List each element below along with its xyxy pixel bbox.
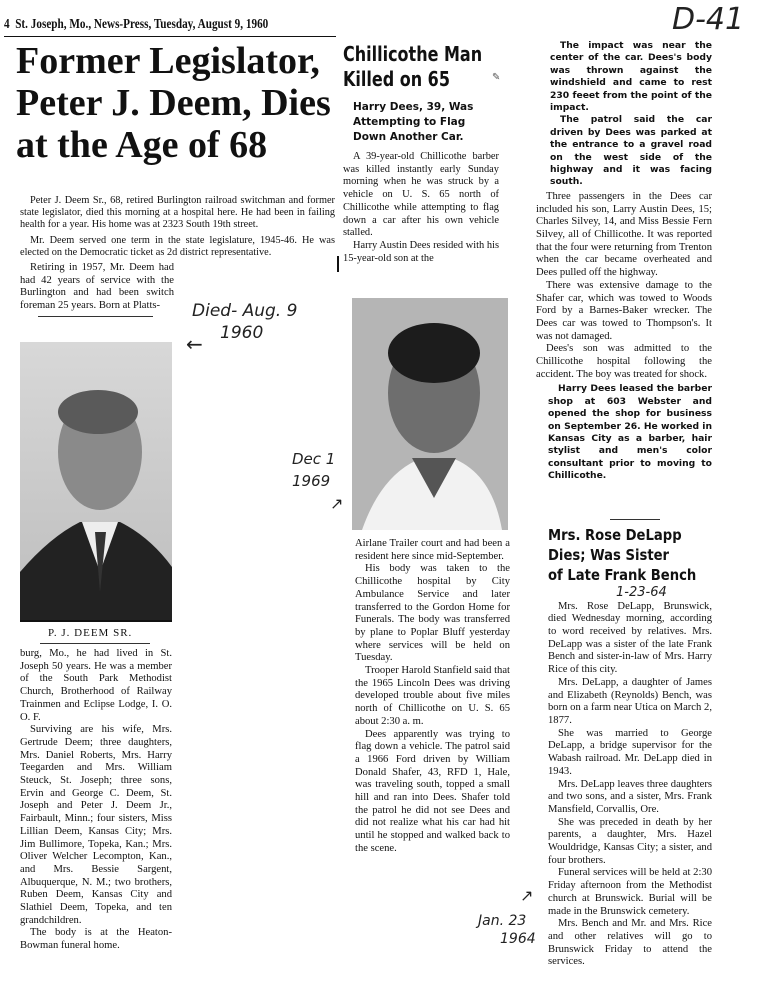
paragraph: Mrs. Rose DeLapp, Brunswick, died Wednesday morning, according to word received by relatives. Mrs. DeLapp was a sister of the late Frank Bench and sister-in-law of Mrs. Harry Rice of this city. <box>548 600 712 676</box>
divider <box>38 316 153 317</box>
dees-headline-line: Chillicothe Man <box>343 42 483 66</box>
arrow-icon: ← <box>186 332 203 356</box>
paragraph: The body is at the Heaton-Bowman funeral home. <box>20 927 172 952</box>
handwritten-page-number: D-41 <box>672 2 745 37</box>
handwritten-delapp-side-date <box>478 912 536 948</box>
paragraph: The impact was near the center of the car. Dees's body was thrown against the windshield and came to rest 230 feeet from the point of the impact. <box>550 40 712 114</box>
dees-headline <box>343 42 482 92</box>
handwritten-line: Jan. 23 <box>478 913 527 929</box>
handwritten-line: Dec 1 <box>292 450 336 468</box>
deem-headline-line: Former Legislator, <box>16 40 320 82</box>
right-column-flow <box>536 40 712 969</box>
handwritten-dees-date <box>292 448 335 492</box>
paragraph: Peter J. Deem Sr., 68, retired Burlington railroad switchman and former state legislator, died this morning at a hospital here. He had been in failing health for a year. His home was at 2323 South 19th street. <box>20 195 335 231</box>
dees-subhead: Harry Dees, 39, Was Attempting to Flag Down Another Car. <box>353 101 474 143</box>
delapp-headline-line: Mrs. Rose DeLapp <box>548 525 682 544</box>
paragraph: Three passengers in the Dees car included his son, Larry Austin Dees, 15; Charles Silvey, 14, and Miss Bessie Fern Silvey, all of Chillicothe. It was reported that the four were returning from Trenton when the car became overheated and Dees pulled off the highway. <box>536 190 712 279</box>
handwritten-death-date <box>192 300 297 344</box>
deem-headline-line: Peter J. Deem, Dies <box>16 82 331 124</box>
paragraph: Retiring in 1957, Mr. Deem had had 42 years of service with the Burlington and had been switch foreman 25 years. Born at Platts- <box>20 262 174 312</box>
handwritten-line: 1969 <box>292 472 331 490</box>
paragraph: Mrs. DeLapp, a daughter of James and Elizabeth (Reynolds) Bench, was born on a farm near Utica on March 2, 1877. <box>548 676 712 726</box>
arrow-icon: ↗ <box>520 886 534 905</box>
dees-right <box>536 191 712 382</box>
dees-continued <box>355 538 510 856</box>
paragraph: Funeral services will be held at 2:30 Friday afternoon from the Methodist church at Brunswick. Burial will be made in the Brunswick cemetery. <box>548 867 712 917</box>
delapp-headline-line: of Late Frank Bench <box>548 565 697 584</box>
paragraph: Harry Dees leased the barber shop at 603 Webster and opened the shop for business on September 26. He worked in Kansas City as a barber, hair stylist and men's color consultant prior to moving to Chillicothe. <box>548 383 712 482</box>
paragraph: Mrs. Bench and Mr. and Mrs. Rice and other relatives will go to Brunswick Friday to attend the services. <box>548 918 712 968</box>
paragraph: Airlane Trailer court and had been a resident here since mid-September. <box>355 538 510 562</box>
dees-right-bold <box>550 40 712 189</box>
dees-right-bold-final <box>548 383 712 482</box>
dateline-rule <box>4 36 336 37</box>
deem-portrait-photo <box>20 342 172 620</box>
arrow-icon: ↗ <box>330 494 344 513</box>
dateline: 4 St. Joseph, Mo., News-Press, Tuesday, August 9, 1960 <box>4 17 269 32</box>
deem-intro <box>20 195 335 259</box>
divider <box>40 643 150 644</box>
deem-photo-caption: P. J. DEEM SR. <box>48 627 133 639</box>
portrait-silhouette-icon <box>20 342 172 620</box>
deem-continued <box>20 648 172 953</box>
dees-portrait-photo <box>352 298 508 530</box>
photo-rule <box>20 620 172 622</box>
handwritten-line: Died- Aug. 9 <box>192 301 298 321</box>
paragraph: The patrol said the car driven by Dees was parked at the entrance to a gravel road on the west side of the highway and it was facing south. <box>550 114 712 188</box>
handwritten-scribble: ✎ <box>492 72 501 83</box>
deem-intro-flow <box>20 195 335 317</box>
dees-lead-flow <box>343 100 499 265</box>
handwritten-line: 1964 <box>500 931 536 947</box>
deem-headline-line: at the Age of 68 <box>16 124 268 166</box>
paragraph: She was married to George DeLapp, a bridge supervisor for the Wabash railroad. Mr. DeLapp died in 1943. <box>548 727 712 777</box>
paragraph: Mrs. DeLapp leaves three daughters and two sons, and a sister, Mrs. Frank Mansfield, Corvallis, Ore. <box>548 778 712 815</box>
handwritten-line: 1960 <box>220 323 264 343</box>
delapp-section <box>548 519 712 969</box>
delapp-headline <box>548 525 697 585</box>
dees-headline-line: Killed on 65 <box>343 67 450 91</box>
divider <box>610 519 660 520</box>
paragraph: There was extensive damage to the Shafer car, which was towed to Woods Ford by a Barnes-Baker wrecker. The Dees car was towed to Thompson's. It was not damaged. <box>536 279 712 342</box>
paragraph: Dees's son was admitted to the Chillicothe hospital following the accident. The boy was treated for shock. <box>536 343 712 380</box>
deem-headline <box>16 40 331 166</box>
portrait-silhouette-icon <box>352 298 508 530</box>
dees-lead <box>343 151 499 265</box>
delapp-body <box>548 601 712 969</box>
handwritten-delapp-date: 1-23-64 <box>616 584 667 600</box>
paragraph: A 39-year-old Chillicothe barber was killed instantly early Sunday morning when he was struck by a vehicle on U. S. 65 north of Chillicothe while attempting to flag down a car after his own vehicle stalled. <box>343 151 499 239</box>
paragraph: Mr. Deem served one term in the state legislature, 1945-46. He was elected on the Democratic ticket as 2d district representative. <box>20 234 335 258</box>
paragraph: His body was taken to the Chillicothe hospital by City Ambulance Service and later transferred to the Gordon Home for Funerals. The body was transferred by plane to Poplar Bluff yesterday where services will be held on Tuesday. <box>355 563 510 664</box>
paragraph: Harry Austin Dees resided with his 15-year-old son at the <box>343 239 499 264</box>
column-rule <box>337 256 339 272</box>
paragraph: Surviving are his wife, Mrs. Gertrude Deem; three daughters, Mrs. Daniel Roberts, Mrs. Harry Teegarden and Mrs. William Steuck, St. Joseph; three sons, Ervin and George C. Deem, St. Joseph and Peter J. Deem Jr., Fairbault, Minn.; four sisters, Miss Lillian Deem, Kansas City; Mrs. Jim Bullimore, Topeka, Kan.; Mrs. Oliver Welcher Lecompton, Kan., and Mrs. Bessie Sargent, Albuquerque, N. M.; two brothers, Ruben Deem, Kansas City and Slathiel Deem, Topeka, and ten grandchildren. <box>20 724 172 926</box>
deem-narrow-paragraph <box>20 262 174 313</box>
paragraph: burg, Mo., he had lived in St. Joseph 50 years. He was a member of the South Park Methodist Church, Brotherhood of Railway Trainmen and Eclipse Lodge, I. O. O. F. <box>20 648 172 723</box>
paragraph: Trooper Harold Stanfield said that the 1965 Lincoln Dees was driving developed trouble about five miles north of Chillicothe on U. S. 65 about 2:30 a. m. <box>355 665 510 727</box>
paragraph: Dees apparently was trying to flag down a vehicle. The patrol said a 1966 Ford driven by William Donald Shafer, 43, RFD 1, Hale, was traveling south, topped a small hill and ran into Dees. Shafer told the patrol he did not see Dees and did not realize what his car had hit until he stopped and walked back to the scene. <box>355 728 510 854</box>
delapp-headline-line: Dies; Was Sister <box>548 545 670 564</box>
paragraph: She was preceded in death by her parents, a daughter, Mrs. Hazel Wouldridge, Kansas City; a sister, and four brothers. <box>548 816 712 866</box>
